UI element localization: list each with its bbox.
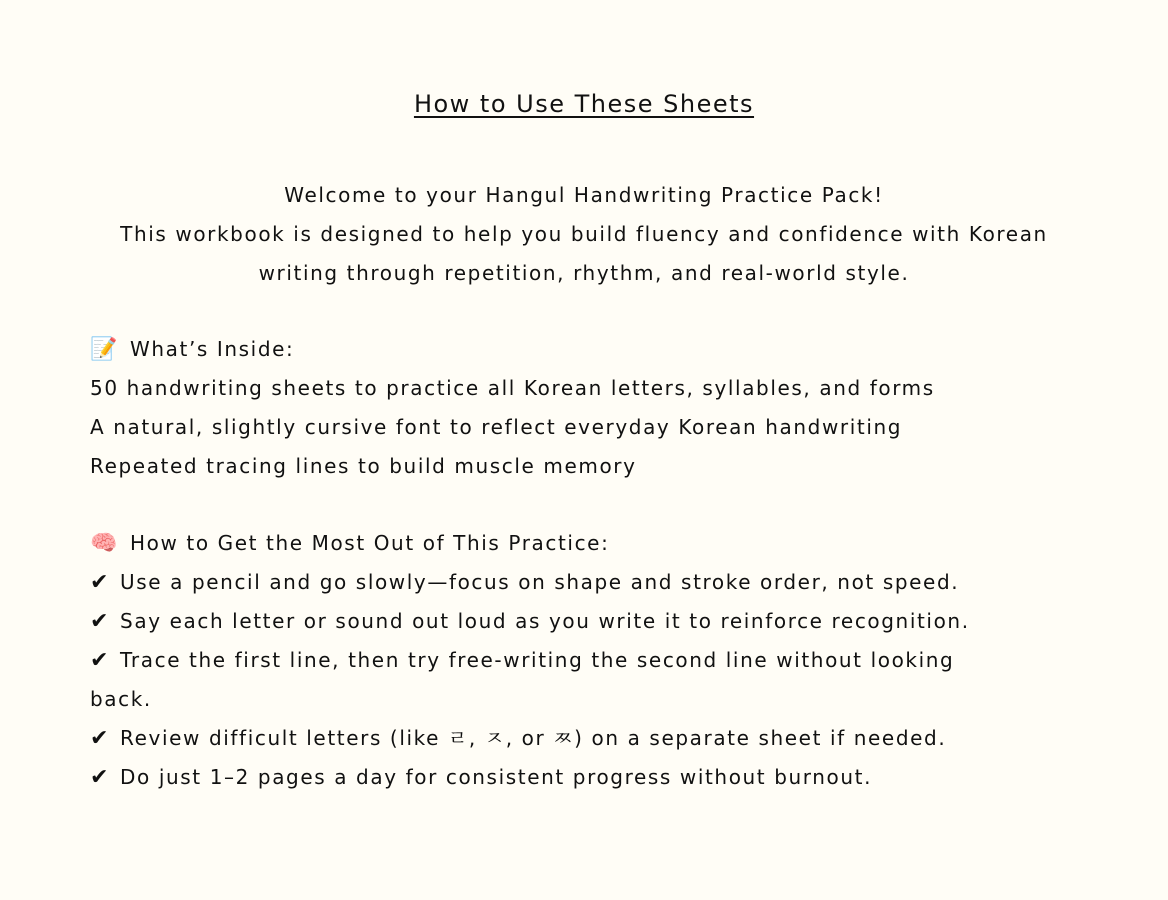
list-item: 50 handwriting sheets to practice all Korean letters, syllables, and forms [90,376,935,400]
checkmark-icon: ✔ [90,726,111,751]
tip-item [90,758,1090,797]
checkmark-icon: ✔ [90,648,111,673]
tip-text: Say each letter or sound out loud as you write it to reinforce recognition. [120,609,970,633]
how-to-section [90,524,1090,797]
intro-line: writing through repetition, rhythm, and real-world style. [258,261,910,285]
tip-item [90,641,1020,719]
checkmark-icon: ✔ [90,570,111,595]
whats-inside-heading-text: What’s Inside: [130,337,295,361]
tip-text: Use a pencil and go slowly—focus on shape and stroke order, not speed. [120,570,960,594]
memo-icon: 📝 [90,337,119,362]
tip-text: Review difficult letters (like ㄹ, ㅈ, or ㅉ) on a separate sheet if needed. [120,726,947,750]
tip-item [90,719,1090,758]
how-to-heading-text: How to Get the Most Out of This Practice: [130,531,610,555]
intro [0,176,1168,293]
brain-icon: 🧠 [90,531,119,556]
tip-text: Trace the first line, then try free-writing the second line without looking back. [90,648,955,711]
tip-item [90,563,1090,602]
checkmark-icon: ✔ [90,765,111,790]
page-title: How to Use These Sheets [413,90,755,118]
whats-inside-heading [90,330,1090,369]
intro-line: Welcome to your Hangul Handwriting Practice Pack! [284,183,884,207]
tip-text: Do just 1–2 pages a day for consistent progress without burnout. [120,765,873,789]
list-item: A natural, slightly cursive font to reflect everyday Korean handwriting [90,415,903,439]
list-item: Repeated tracing lines to build muscle memory [90,454,637,478]
checkmark-icon: ✔ [90,609,111,634]
whats-inside-section [90,330,1090,486]
how-to-heading [90,524,1090,563]
tip-item [90,602,1090,641]
intro-line: This workbook is designed to help you build fluency and confidence with Korean [120,222,1048,246]
